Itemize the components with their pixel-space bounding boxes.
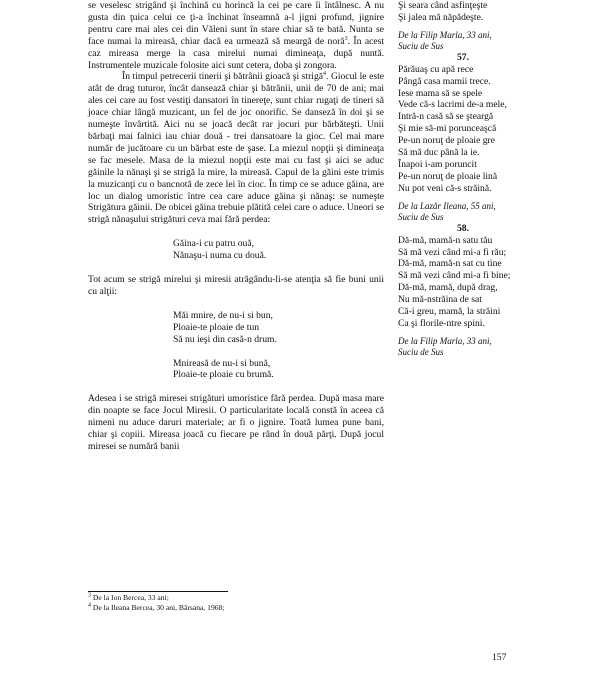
paragraph-dance [88,71,384,226]
poem-line: Iese mama să se spele [398,87,483,99]
poem-number-57: 57. [457,51,469,63]
paragraph-text: În timpul petrecerii tinerii şi bătrânii gioacă şi strigă [122,71,323,83]
poem-58 [398,235,528,330]
poem-line: Vede că-s lacrimi de-a mele, [398,99,507,111]
poem-line: Dă-mă, mamă, după drag, [398,282,498,294]
verse-line: Ploaie-te ploaie cu brumă. [173,369,274,381]
poem-line: Nu mă-nstrăina de sat [398,294,482,306]
footnote-ref-3: 3 [344,35,348,42]
signature-line: Suciu de Sus [398,211,444,222]
signature-line: De la Lazăr Ileana, 55 ani, [398,200,496,211]
verse-line: Ploaie-te ploaie de tun [173,321,260,333]
poem-line: Ca şi florile-ntre spini. [398,317,485,329]
poem-line: Şi jalea mă năpădeşte. [398,11,484,23]
footnote-number: 3 [88,592,91,599]
poem-line: Şi mie să-mi porunceaşcă [398,123,497,135]
poem-signature [398,30,528,52]
footnotes [88,593,384,612]
poem-line: Pe-un noruţ de ploaie gre [398,135,495,147]
poems-column [398,0,528,358]
poem-line: Să mă vezi când mi-a fi bine; [398,270,511,282]
verse-line: Să nu ieşi din casă-n drum. [173,333,277,345]
paragraph-text: . Giocul le este atât de drag tuturor, încât dansează chiar şi bătrânii, unii de 70 de ani; mai ales cei care au fost vestiţi dansatori în tinereţe, sunt chiar rugaţi de tineri să joace chiar lângă muzicant, un fel de joc onorific. Se danseză în doi şi se numeşte învârtită. Aici nu se joacă decât rar jocuri pur bărbăteşti. Unii bărbaţi mai falnici iau chiar două - trei dansatoare la gioc. Cel mai mare număr de jucătoare cu un bărbat este de şase. La miezul nopţii şi dimineaţa se fac mesele. Masa de la miezul nopţii este mai cu fast şi aici se aduc găinile la nănaşi şi se strigă la mire, la mireasă. Capul de la găini este trimis la muzicanţi cu o bancnotă de zece lei în cioc. În timp ce se aduce găina, are loc un dialog umoristic între cea care aduce găina şi nănaş: se numeşte Strigătura găinii. De obicei găina trebuie plătită celei care o aduce. Uneori se strigă nănaşului strigături ceva mai fără perdea: [88,71,384,226]
verse-hen [88,238,384,262]
poem-line: Să mă vezi când mi-a fi rău; [398,246,507,258]
footnote [88,593,384,603]
signature-line: Suciu de Sus [398,40,444,51]
footnote-ref-4: 4 [323,71,326,78]
footnote-text: De la Ion Bercea, 33 ani; [92,593,169,602]
poem-signature [398,336,528,358]
verse-line: Măi mnire, de nu-i si bun, [173,309,273,321]
poem-signature [398,201,528,223]
paragraph-groom-bride: Tot acum se strigă mirelui şi miresii atrăgându-li-se atenţia să fie buni unii cu alţii: [88,274,384,297]
poem-line: Că-i greu, mamă, la străini [398,306,501,318]
verse-line: Nănaşu-i numa cu două. [173,250,267,262]
verse-line: Găina-i cu patru ouă, [173,238,254,250]
signature-line: De la Filip Marla, 33 ani, [398,29,492,40]
poem-57 [398,64,528,195]
signature-line: Suciu de Sus [398,346,444,357]
poem-number-58: 58. [457,222,469,234]
verse-groom [88,310,384,382]
poem-line: Intră-n casă să se şteargă [398,111,494,123]
signature-line: De la Filip Marla, 33 ani, [398,335,492,346]
paragraph-text: se veselesc strigând şi închină cu horincă la cei pe care îi întâlnesc. A nu gusta din ţuica celui ce ţi-a închinat înseamnă a-l jigni profund, jignire pentru care mai ales cei din Văleni sunt în stare chiar să te bată. Nunta se face numai la mireasă, chiar dacă ea urmează să meargă de noră [88,0,384,47]
poem-line: Şi seara când asfinţeşte [398,0,488,11]
poem-line: Înapoi i-am poruncit [398,158,477,170]
verse-line: Mnireasă de nu-i si bună, [173,357,271,369]
poem-line: Dă-mă, mamă-n sat cu tine [398,258,502,270]
footnote-number: 4 [88,601,91,608]
poem-line: Pângă casa mamii trece. [398,75,491,87]
poem-line: Nu pot veni că-s străină. [398,182,492,194]
main-text-column [88,0,384,453]
paragraph-text: . În acest caz mireasa merge la casa mirelui numai dimineaţa, după nuntă. Instrumentele muzicale folosite aici sunt cetera, doba şi zongora. [88,35,384,71]
footnote-divider [88,591,228,592]
poem-line: Pe-un noruţ de ploaie lină [398,170,498,182]
poem-line: Părăuaş cu apă rece [398,63,474,75]
footnote [88,603,384,613]
poem-line: Dă-mă, mamă-n satu tău [398,234,493,246]
footnote-text: De la Ileana Bercea, 30 ani, Bârsana, 1968; [92,602,225,612]
page-number: 157 [492,652,507,663]
poem-line: Să mă duc până la ie. [398,147,480,159]
paragraph-bride-dance: Adesea i se strigă miresei strigături umoristice fără perdea. După masa mare din noapte se face Jocul Miresii. O particularitate locală constă în aceea că nimeni nu aduce daruri materiale; ar fi o jignire. Toată lumea pune bani, chiar şi copiii. Mireasa joacă cu fiecare pe rând în două părţi. După jocul miresei se numără banii [88,393,384,452]
paragraph-wedding-custom [88,0,384,71]
